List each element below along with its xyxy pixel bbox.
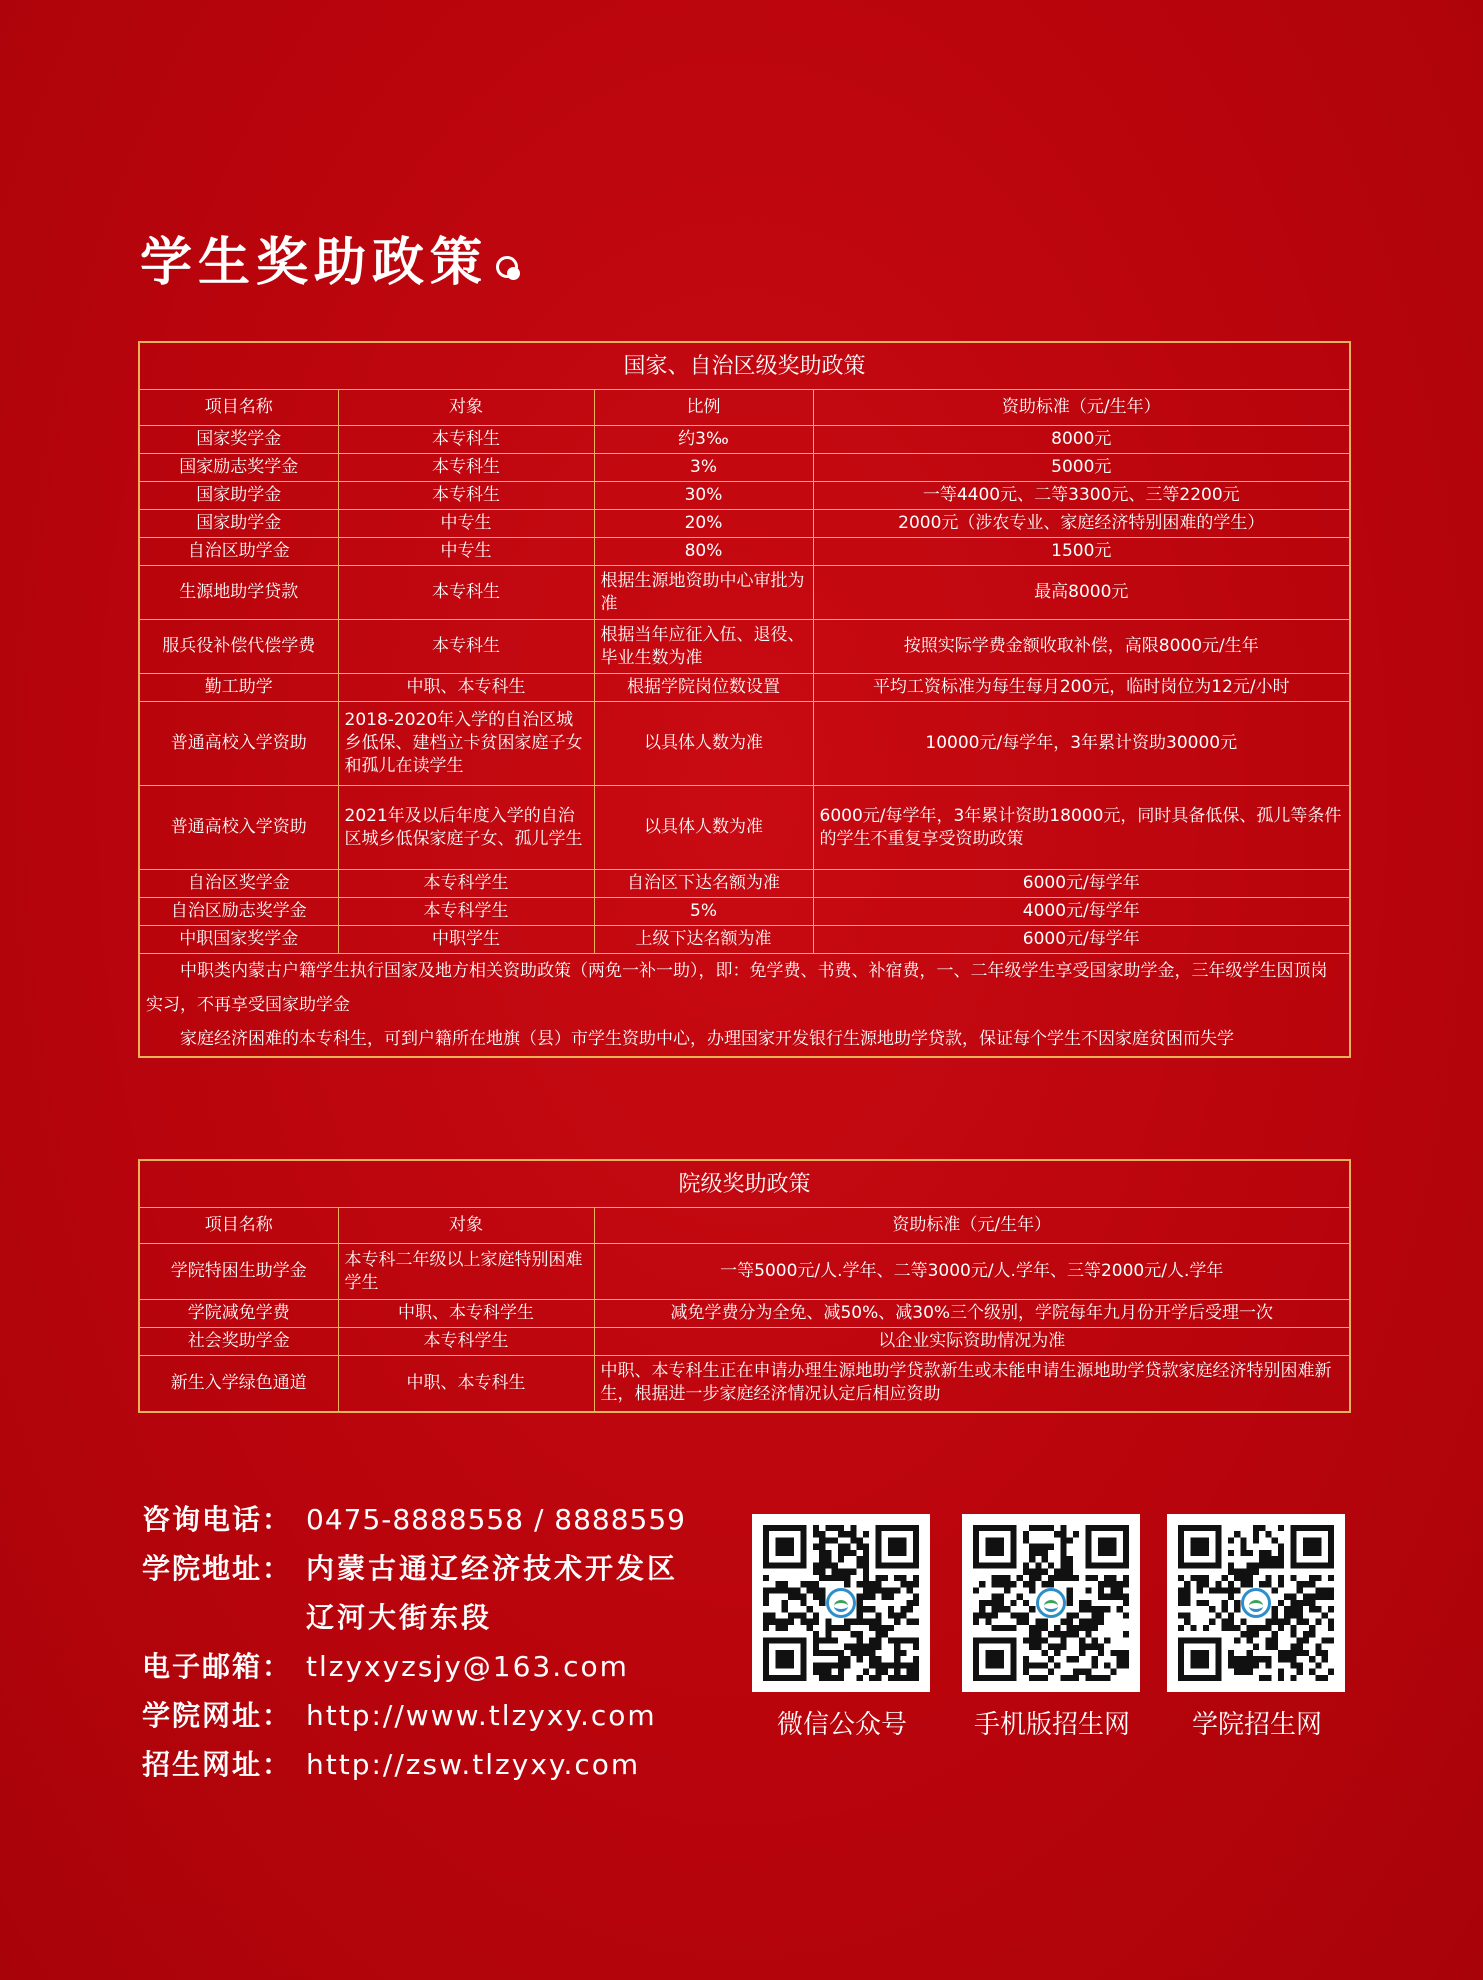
cell-target: 本专科学生 [338, 1328, 594, 1356]
table-caption: 国家、自治区级奖助政策 [139, 342, 1350, 390]
cell-standard: 2000元（涉农专业、家庭经济特别困难的学生） [813, 510, 1350, 538]
cell-item: 国家奖学金 [139, 426, 338, 454]
address-line2: 辽河大街东段 [306, 1601, 493, 1634]
column-header: 项目名称 [139, 1208, 338, 1244]
cell-target: 中专生 [338, 510, 594, 538]
qr-code-icon [962, 1514, 1140, 1692]
cell-standard: 中职、本专科生正在申请办理生源地助学贷款新生或未能申请生源地助学贷款家庭经济特别困难新生，根据进一步家庭经济情况认定后相应资助 [594, 1356, 1350, 1412]
cell-ratio: 3% [594, 454, 813, 482]
cell-ratio: 自治区下达名额为准 [594, 870, 813, 898]
cell-standard: 平均工资标准为每生每月200元，临时岗位为12元/小时 [813, 674, 1350, 702]
cell-item: 普通高校入学资助 [139, 702, 338, 786]
cell-ratio: 20% [594, 510, 813, 538]
cell-target: 本专科学生 [338, 898, 594, 926]
table-row [139, 926, 1350, 954]
table-row [139, 426, 1350, 454]
admission-link[interactable]: http://zsw.tlzyxy.com [306, 1748, 641, 1781]
cell-standard: 6000元/每学年 [813, 870, 1350, 898]
email-label: 电子邮箱： [142, 1650, 293, 1683]
policy-note: 中职类内蒙古户籍学生执行国家及地方相关资助政策（两免一补一助），即：免学费、书费、补宿费，一、二年级学生享受国家助学金，三年级学生因顶岗实习，不再享受国家助学金 [146, 961, 1328, 1015]
cell-target: 本专科二年级以上家庭特别困难学生 [338, 1244, 594, 1300]
cell-standard: 8000元 [813, 426, 1350, 454]
address-spacer [142, 1593, 306, 1642]
table-row [139, 1328, 1350, 1356]
qr-code-icon [752, 1514, 930, 1692]
policy-note: 家庭经济困难的本专科生，可到户籍所在地旗（县）市学生资助中心，办理国家开发银行生源地助学贷款，保证每个学生不因家庭贫困而失学 [180, 1029, 1234, 1049]
phone-label: 咨询电话： [142, 1503, 293, 1536]
cell-ratio: 根据当年应征入伍、退役、毕业生数为准 [594, 620, 813, 674]
table-caption: 院级奖助政策 [139, 1160, 1350, 1208]
cell-target: 中职、本专科生 [338, 674, 594, 702]
cell-item: 服兵役补偿代偿学费 [139, 620, 338, 674]
cell-item: 学院特困生助学金 [139, 1244, 338, 1300]
cell-standard: 按照实际学费金额收取补偿，高限8000元/生年 [813, 620, 1350, 674]
cell-target: 本专科生 [338, 566, 594, 620]
table-row [139, 454, 1350, 482]
cell-target: 本专科生 [338, 454, 594, 482]
table-row [139, 1356, 1350, 1412]
cell-item: 国家助学金 [139, 482, 338, 510]
cell-standard: 5000元 [813, 454, 1350, 482]
college-logo-icon [1036, 1588, 1066, 1618]
cell-item: 国家助学金 [139, 510, 338, 538]
college-policy-table [138, 1159, 1351, 1413]
cell-ratio: 根据学院岗位数设置 [594, 674, 813, 702]
table-row [139, 702, 1350, 786]
policy-notes [139, 954, 1350, 1058]
cell-standard: 以企业实际资助情况为准 [594, 1328, 1350, 1356]
table-row [139, 674, 1350, 702]
cell-target: 中职、本专科学生 [338, 1300, 594, 1328]
cell-ratio: 根据生源地资助中心审批为准 [594, 566, 813, 620]
cell-item: 社会奖助学金 [139, 1328, 338, 1356]
cell-item: 自治区励志奖学金 [139, 898, 338, 926]
page-title-text: 学生奖助政策 [140, 232, 489, 293]
cell-target: 2018-2020年入学的自治区城乡低保、建档立卡贫困家庭子女和孤儿在读学生 [338, 702, 594, 786]
cell-standard: 6000元/每学年，3年累计资助18000元，同时具备低保、孤儿等条件的学生不重复享受资助政策 [813, 786, 1350, 870]
address-line1: 内蒙古通辽经济技术开发区 [306, 1552, 679, 1585]
qr-label: 微信公众号 [776, 1710, 907, 1740]
table-row [139, 566, 1350, 620]
website-label: 学院网址： [142, 1699, 293, 1732]
cell-target: 中职、本专科生 [338, 1356, 594, 1412]
contact-block [142, 1495, 686, 1789]
cell-target: 2021年及以后年度入学的自治区城乡低保家庭子女、孤儿学生 [338, 786, 594, 870]
college-logo-icon [826, 1588, 856, 1618]
table-row [139, 510, 1350, 538]
cell-ratio: 30% [594, 482, 813, 510]
cell-item: 生源地助学贷款 [139, 566, 338, 620]
column-header: 项目名称 [139, 390, 338, 426]
column-header: 比例 [594, 390, 813, 426]
national-policy-table [138, 341, 1351, 1058]
cell-standard: 1500元 [813, 538, 1350, 566]
table-row [139, 870, 1350, 898]
cell-item: 国家励志奖学金 [139, 454, 338, 482]
table-row [139, 786, 1350, 870]
cell-target: 本专科生 [338, 482, 594, 510]
column-header: 对象 [338, 390, 594, 426]
cell-standard: 最高8000元 [813, 566, 1350, 620]
table-row [139, 482, 1350, 510]
qr-wechat [752, 1514, 932, 1741]
table-row [139, 620, 1350, 674]
cell-target: 本专科学生 [338, 870, 594, 898]
address-label: 学院地址： [142, 1552, 293, 1585]
cell-item: 普通高校入学资助 [139, 786, 338, 870]
cell-item: 自治区助学金 [139, 538, 338, 566]
cell-standard: 一等4400元、二等3300元、三等2200元 [813, 482, 1350, 510]
column-header: 资助标准（元/生年） [594, 1208, 1350, 1244]
cell-ratio: 80% [594, 538, 813, 566]
title-dot-icon [496, 256, 522, 282]
qr-label: 手机版招生网 [973, 1710, 1130, 1740]
table-row [139, 898, 1350, 926]
qr-code-icon [1167, 1514, 1345, 1692]
cell-target: 中专生 [338, 538, 594, 566]
qr-mobile [962, 1514, 1142, 1741]
qr-admission [1167, 1514, 1347, 1741]
admission-label: 招生网址： [142, 1748, 293, 1781]
phone-value: 0475-8888558 / 8888559 [306, 1503, 686, 1536]
column-header: 对象 [338, 1208, 594, 1244]
cell-ratio: 以具体人数为准 [594, 702, 813, 786]
table-row [139, 1300, 1350, 1328]
cell-standard: 10000元/每学年，3年累计资助30000元 [813, 702, 1350, 786]
cell-item: 学院减免学费 [139, 1300, 338, 1328]
cell-target: 本专科生 [338, 426, 594, 454]
table-row [139, 538, 1350, 566]
cell-ratio: 上级下达名额为准 [594, 926, 813, 954]
cell-standard: 一等5000元/人.学年、二等3000元/人.学年、三等2000元/人.学年 [594, 1244, 1350, 1300]
page-title [140, 220, 522, 295]
website-link[interactable]: http://www.tlzyxy.com [306, 1699, 657, 1732]
table-row [139, 1244, 1350, 1300]
cell-item: 勤工助学 [139, 674, 338, 702]
cell-standard: 减免学费分为全免、减50%、减30%三个级别，学院每年九月份开学后受理一次 [594, 1300, 1350, 1328]
cell-ratio: 5% [594, 898, 813, 926]
cell-item: 自治区奖学金 [139, 870, 338, 898]
column-header: 资助标准（元/生年） [813, 390, 1350, 426]
cell-item: 中职国家奖学金 [139, 926, 338, 954]
cell-standard: 6000元/每学年 [813, 926, 1350, 954]
cell-item: 新生入学绿色通道 [139, 1356, 338, 1412]
cell-target: 中职学生 [338, 926, 594, 954]
qr-label: 学院招生网 [1191, 1710, 1322, 1740]
cell-target: 本专科生 [338, 620, 594, 674]
cell-ratio: 以具体人数为准 [594, 786, 813, 870]
cell-ratio: 约3‰ [594, 426, 813, 454]
email-link[interactable]: tlzyxyzsjy@163.com [306, 1650, 629, 1683]
college-logo-icon [1241, 1588, 1271, 1618]
cell-standard: 4000元/每学年 [813, 898, 1350, 926]
